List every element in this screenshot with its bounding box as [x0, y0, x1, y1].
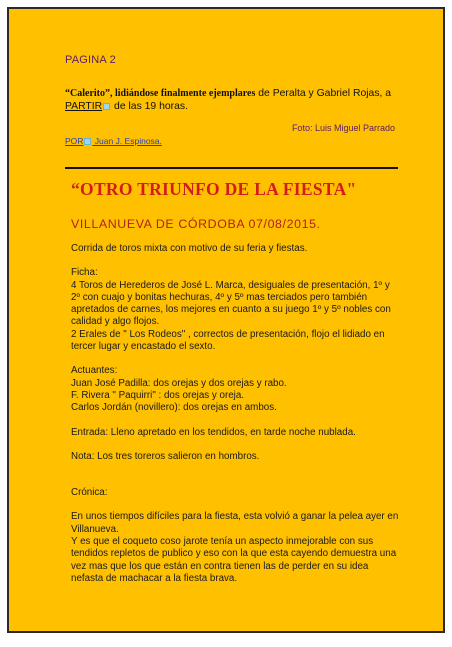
entrada-line: Entrada: Lleno apretado en los tendidos, en tarde noche nublada. — [71, 426, 356, 438]
author-name-link[interactable]: Juan J. Espinosa. — [92, 136, 162, 146]
caption-text-end: de las 19 horas. — [111, 101, 188, 112]
actuante-line: Carlos Jordán (novillero): dos orejas en ambos. — [71, 402, 277, 414]
caption-quote: “Calerito”, lidiándose finalmente ejemplares — [65, 88, 256, 99]
page-number: PAGINA 2 — [65, 54, 116, 66]
caption-text: de Peralta y Gabriel Rojas, a — [255, 88, 392, 99]
location-date: VILLANUEVA DE CÓRDOBA 07/08/2015. — [71, 217, 321, 231]
actuante-line: Juan José Padilla: dos orejas y dos orejas y rabo. — [71, 377, 287, 389]
link-icon — [103, 103, 110, 110]
cronica-paragraph: Y es que el coqueto coso jarote tenía un aspecto inmejorable con sus tendidos repletos de publico y eso con la que esta cayendo demuestra una vez mas que los que están en contra tienen las de perder en su idea nefasta de machacar a la fiesta brava. — [71, 536, 397, 584]
divider-line — [65, 167, 398, 169]
document-page — [7, 7, 445, 633]
cronica-heading: Crónica: — [71, 487, 108, 499]
partir-link[interactable]: PARTIR — [65, 101, 103, 112]
cronica-paragraph: En unos tiempos difíciles para la fiesta, esta volvió a ganar la pelea ayer en Villanueva. — [71, 511, 399, 535]
link-icon — [84, 138, 91, 145]
article-title: “OTRO TRIUNFO DE LA FIESTA" — [71, 179, 357, 199]
author-byline — [65, 136, 162, 146]
actuantes-heading: Actuantes: — [71, 365, 118, 377]
photo-caption — [65, 87, 398, 113]
nota-line: Nota: Los tres toreros salieron en hombros. — [71, 450, 260, 462]
article-body — [71, 243, 401, 585]
ficha-erales-paragraph: 2 Erales de " Los Rodeos" , correctos de presentación, flojo el lidiado en tercer lugar y encastado el sexto. — [71, 328, 385, 353]
ficha-bulls-paragraph: 4 Toros de Herederos de José L. Marca, desiguales de presentación, 1º y 2º con cuajo y bonitas hechuras, 4º y 5º mas terciados pero también apretados de carnes, los mejores en cuanto a su juego 1º y 5º nobles con calidad y algo flojos. — [71, 279, 391, 328]
author-prefix-link[interactable]: POR — [65, 136, 84, 146]
intro-paragraph: Corrida de toros mixta con motivo de su feria y fiestas. — [71, 243, 308, 254]
photo-credit: Foto: Luis Miguel Parrado — [291, 123, 395, 133]
actuante-line: F. Rivera " Paquirri" : dos orejas y oreja. — [71, 389, 245, 401]
ficha-heading: Ficha: — [71, 267, 98, 279]
